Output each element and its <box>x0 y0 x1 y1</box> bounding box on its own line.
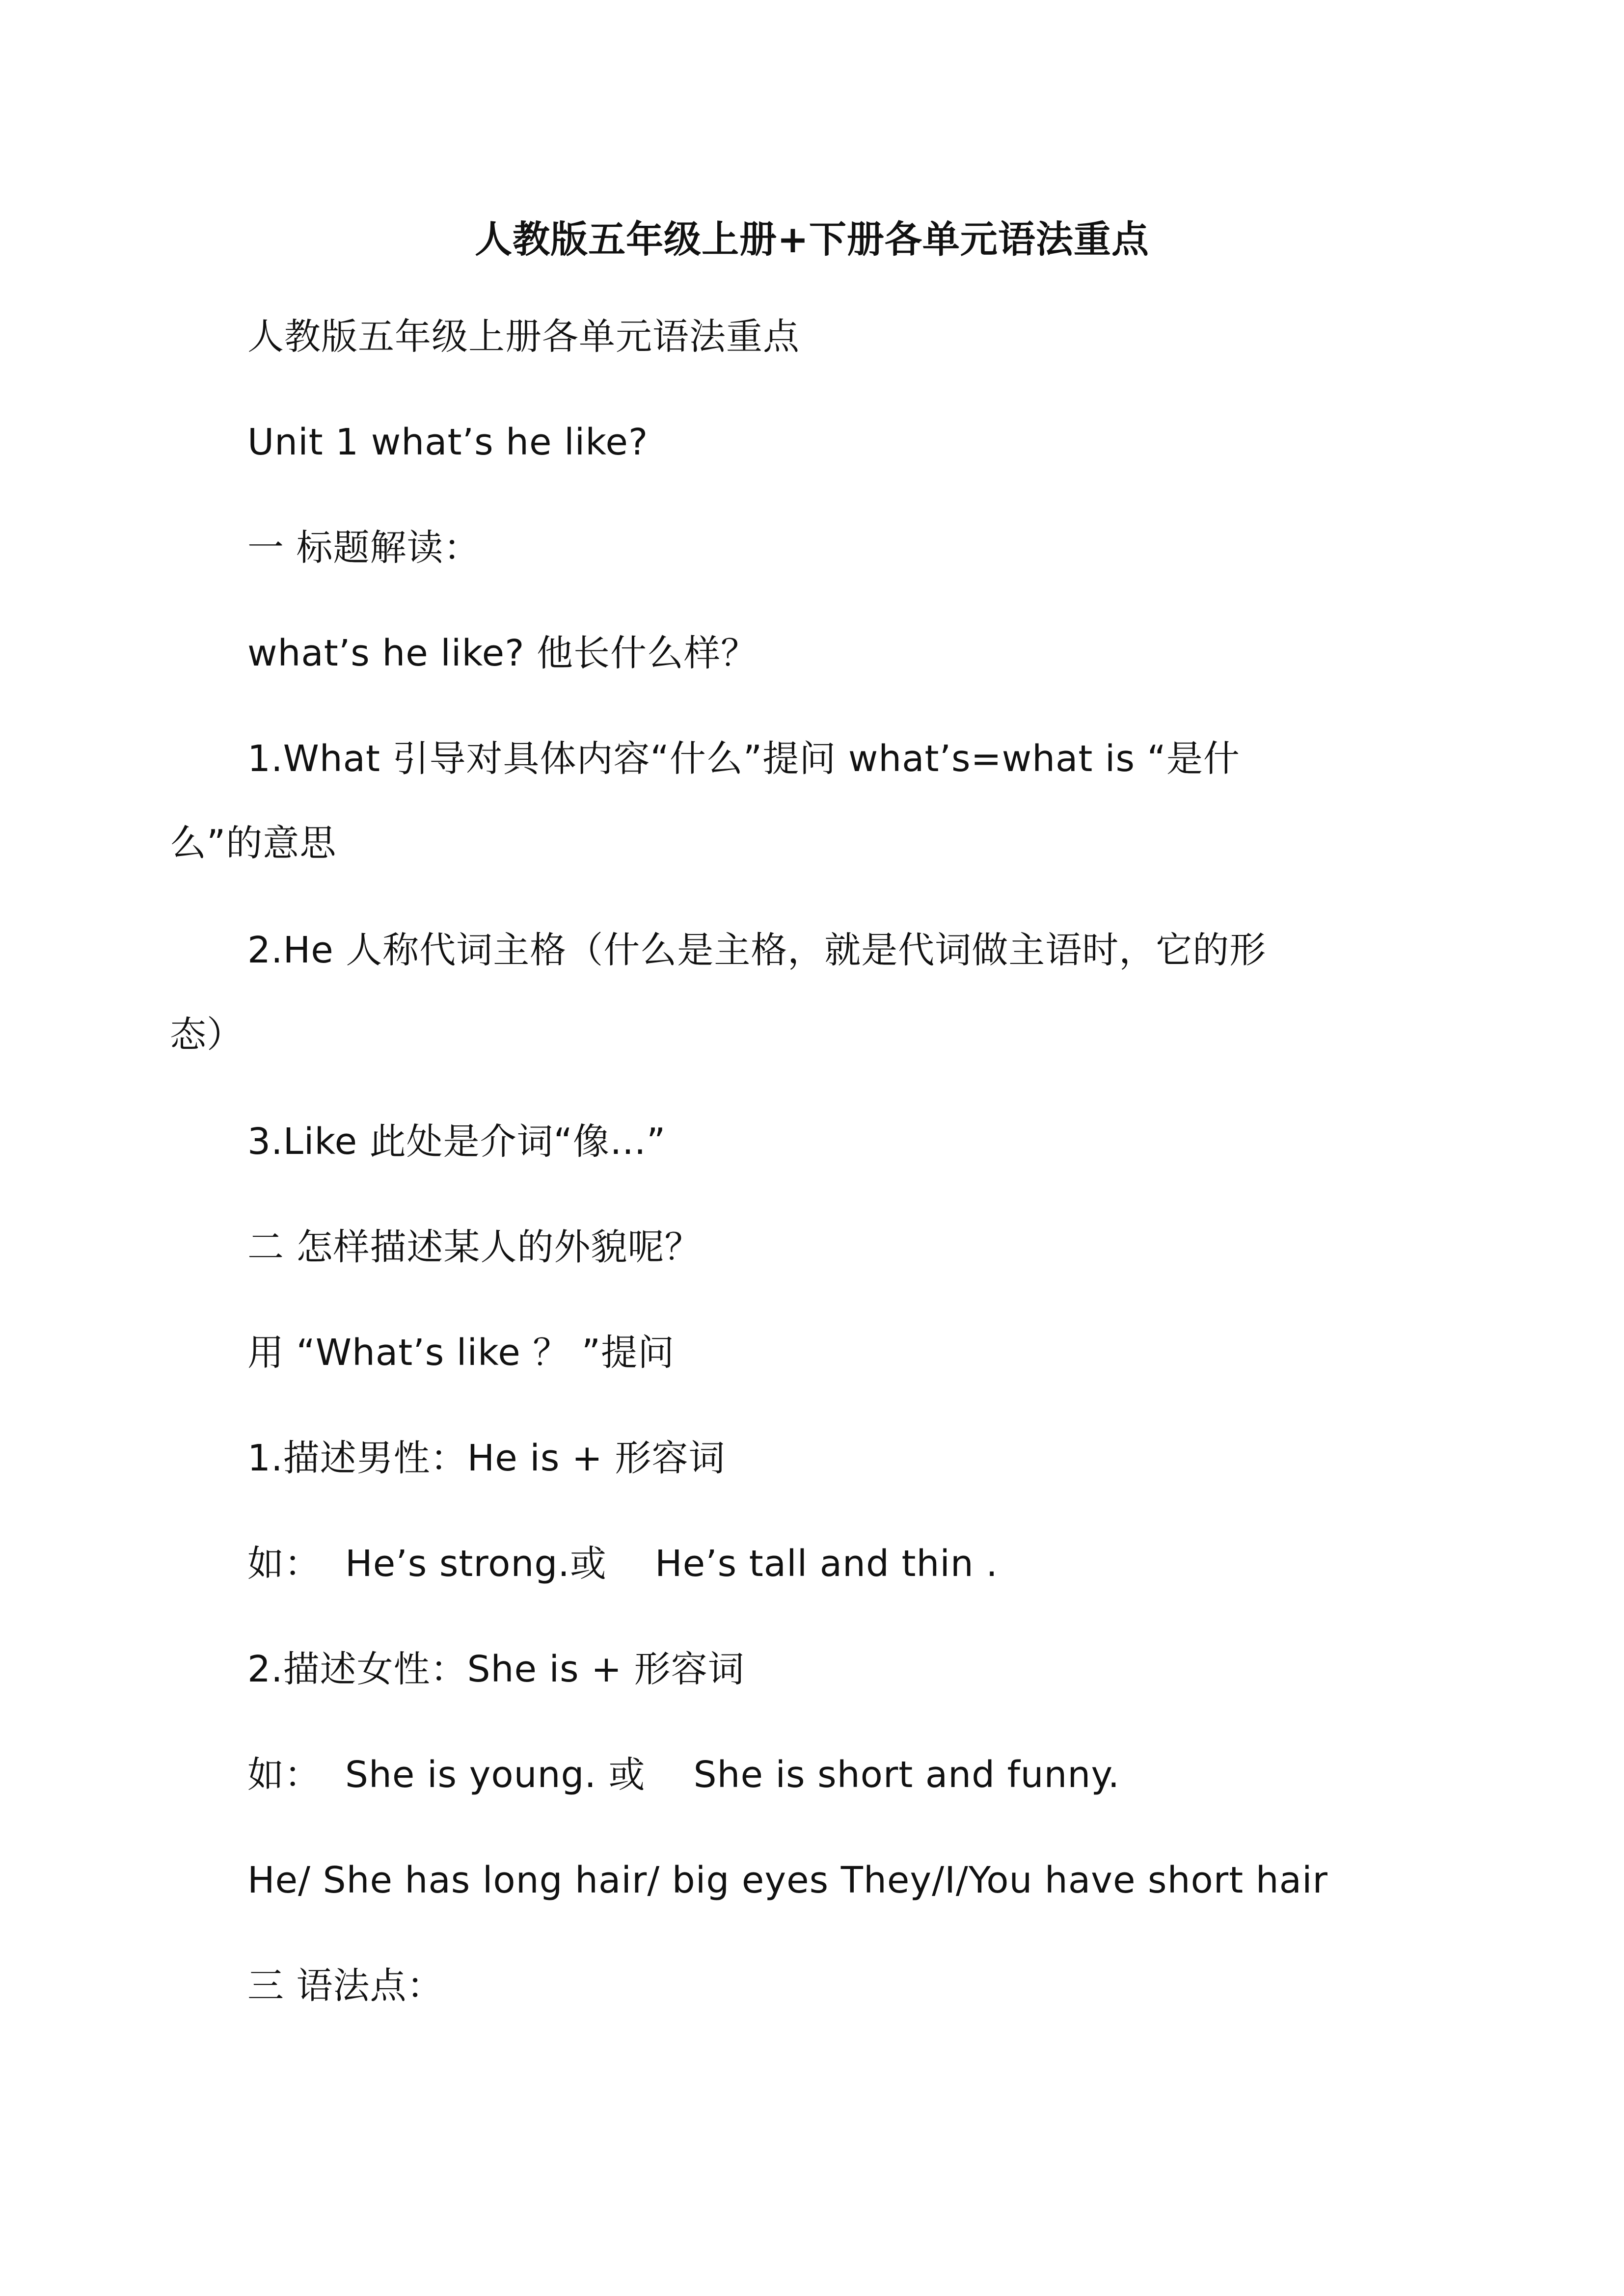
paragraph-question-form: 用 “What’s like ？ ”提问 <box>247 1332 675 1374</box>
paragraph-point-3: 3.Like 此处是介词“像…” <box>247 1121 666 1163</box>
paragraph-has-have-example: He/ She has long hair/ big eyes They/I/You have short hair <box>247 1859 1328 1901</box>
paragraph-point-1: 1.What 引导对具体内容“什么”提问 what’s=what is “是什么”的意思 <box>170 738 1240 864</box>
paragraph-section-1-heading: 一 标题解读： <box>247 527 481 569</box>
paragraph-male-example: 如： He’s strong.或 He’s tall and thin . <box>247 1543 998 1585</box>
paragraph-unit-heading: Unit 1 what’s he like? <box>247 421 649 463</box>
paragraph-female-example: 如： She is young. 或 She is short and funny. <box>247 1754 1120 1796</box>
paragraph-point-2: 2.He 人称代词主格（什么是主格，就是代词做主语时，它的形态） <box>170 929 1267 1056</box>
paragraph-male-description: 1.描述男性：He is + 形容词 <box>247 1437 726 1479</box>
paragraph-subtitle: 人教版五年级上册各单元语法重点 <box>247 316 800 358</box>
paragraph-female-description: 2.描述女性：She is + 形容词 <box>247 1648 745 1690</box>
paragraph-section-2-heading: 二 怎样描述某人的外貌呢？ <box>247 1226 702 1268</box>
paragraph-title-question: what’s he like? 他长什么样？ <box>247 632 758 674</box>
paragraph-section-3-heading: 三 语法点： <box>247 1965 444 2007</box>
document-title: 人教版五年级上册+下册各单元语法重点 <box>475 217 1149 261</box>
